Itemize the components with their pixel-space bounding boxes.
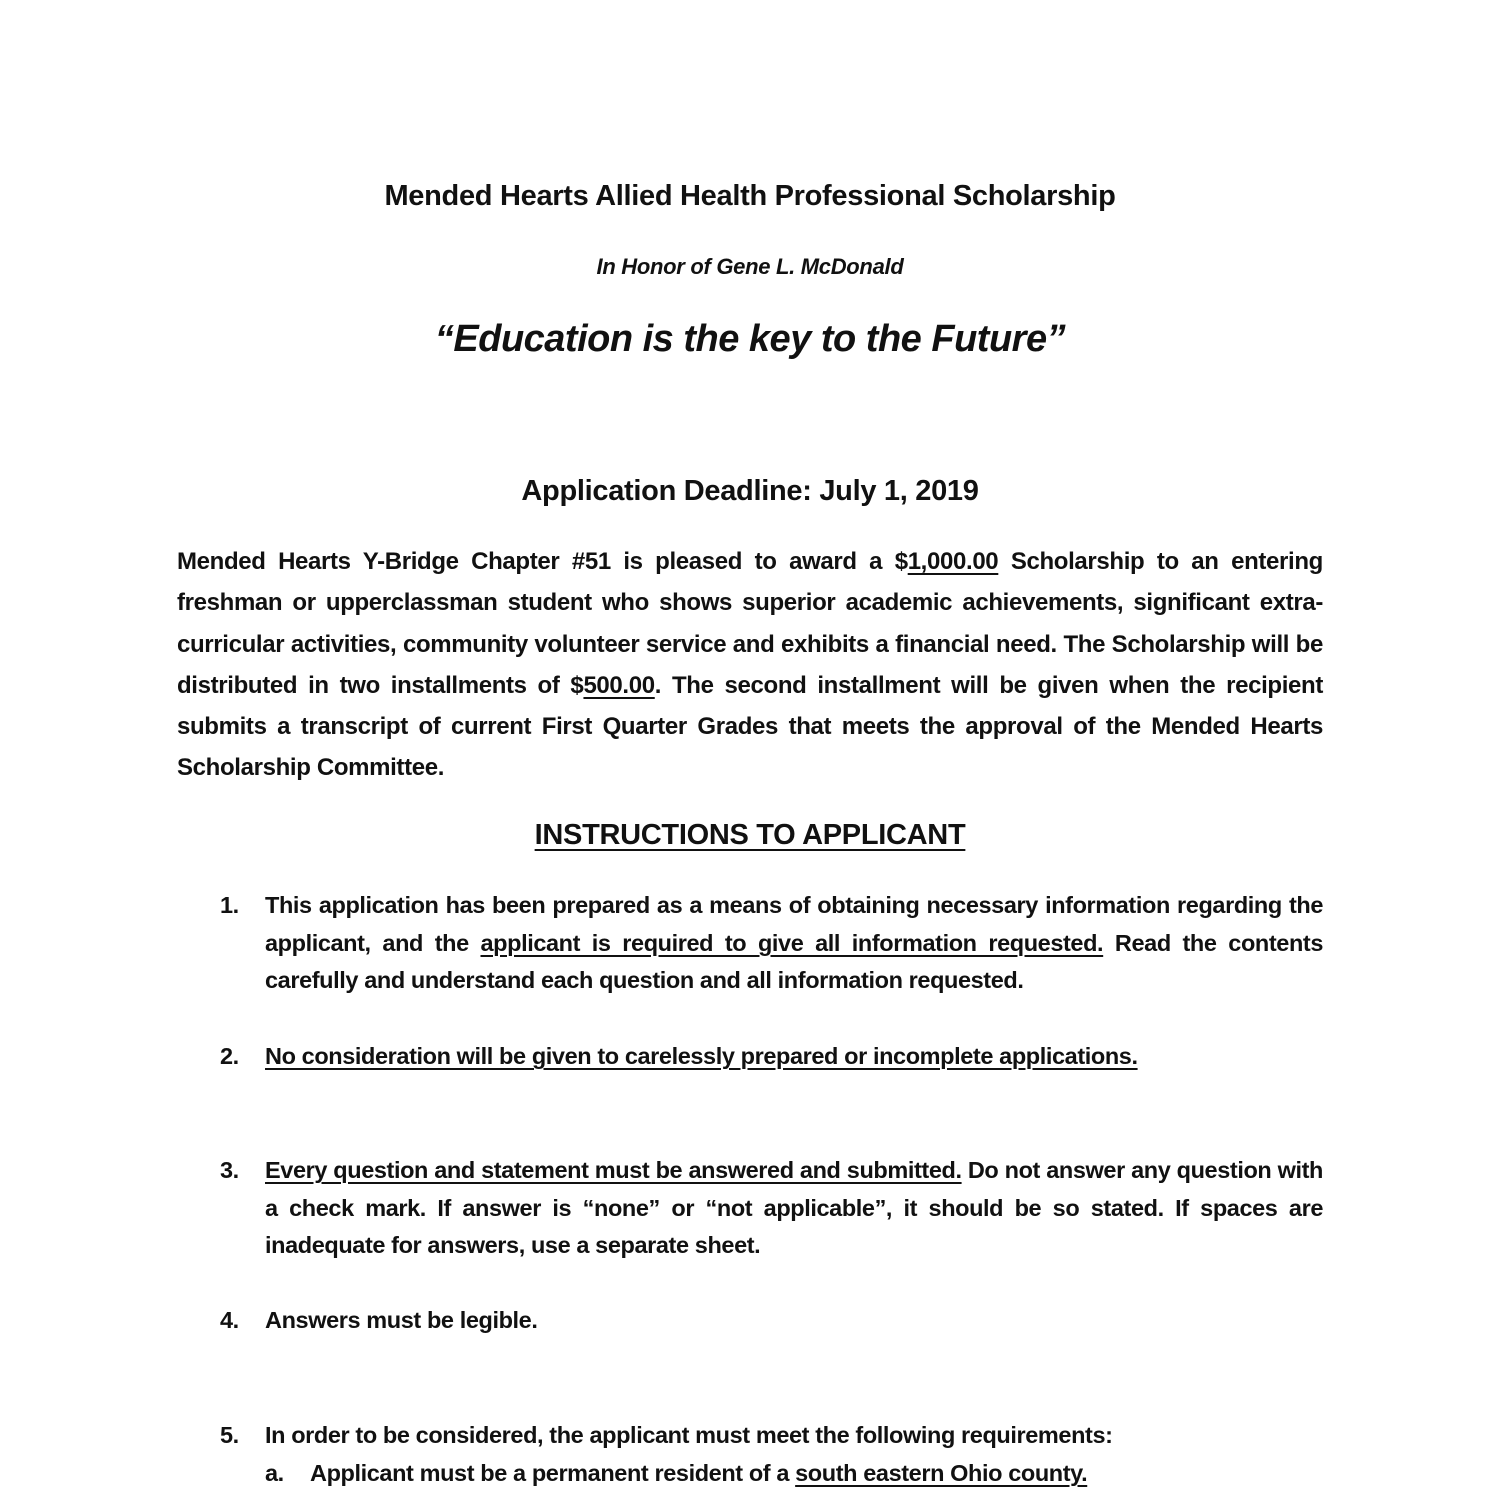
application-deadline: Application Deadline: July 1, 2019 — [521, 475, 979, 507]
instruction-item — [220, 1417, 1323, 1455]
emphasis: Every question and statement must be answered and submitted. — [265, 1157, 962, 1183]
item-text: In order to be considered, the applicant must meet the following requirements: — [265, 1422, 1113, 1448]
instruction-item — [220, 1152, 1323, 1265]
item-number: 1. — [220, 892, 239, 918]
item-number: 5. — [220, 1422, 239, 1448]
award-amount: 1,000.00 — [907, 548, 999, 575]
emphasis: No consideration will be given to carelessly prepared or incomplete applications. — [265, 1043, 1138, 1069]
emphasis: south eastern Ohio county. — [795, 1460, 1088, 1486]
item-number: 3. — [220, 1157, 239, 1183]
item-text: This application has been prepared as a means of obtaining necessary information regarding the applicant, and the applicant is required to give all information requested. Read the contents carefully and understand each question and all information requested. — [265, 892, 1324, 994]
item-text: Every question and statement must be answered and submitted. Do not answer any question with a check mark. If answer is “none” or “not applicable”, it should be so stated. If spaces are inadequate for answers, use a separate sheet. — [265, 1157, 1324, 1259]
instruction-item — [220, 1302, 1323, 1340]
motto: “Education is the key to the Future” — [434, 318, 1066, 360]
intro-text-2: Scholarship to an entering freshman or upperclassman student who shows superior academic achievements, significant extra-curricular activities, community volunteer service and exhibits a financial need. The Scholarship will be distributed in two installments of $ — [177, 548, 1323, 699]
requirement-item — [265, 1455, 1323, 1493]
instructions-heading: INSTRUCTIONS TO APPLICANT — [534, 819, 966, 851]
item-number: 2. — [220, 1043, 239, 1069]
honor-line: In Honor of Gene L. McDonald — [596, 254, 904, 279]
instruction-item — [220, 1038, 1323, 1076]
item-number: 4. — [220, 1307, 239, 1333]
emphasis: applicant is required to give all information requested. — [480, 929, 1104, 956]
instruction-item — [220, 887, 1323, 1000]
requirement-letter: a. — [265, 1460, 284, 1486]
intro-text-1: Mended Hearts Y-Bridge Chapter #51 is pleased to award a $ — [177, 548, 908, 575]
requirement-text: Applicant must be a permanent resident of a south eastern Ohio county. — [310, 1460, 1088, 1486]
intro-text-3: . The second installment will be given when the recipient submits a transcript of current First Quarter Grades that meets the approval of the Mended Hearts Scholarship Committee. — [177, 671, 1323, 782]
installment-amount: 500.00 — [583, 671, 655, 699]
document-title: Mended Hearts Allied Health Professional Scholarship — [384, 180, 1116, 212]
intro-paragraph — [177, 541, 1323, 789]
item-text: Answers must be legible. — [265, 1307, 538, 1333]
item-text — [265, 1038, 1323, 1076]
